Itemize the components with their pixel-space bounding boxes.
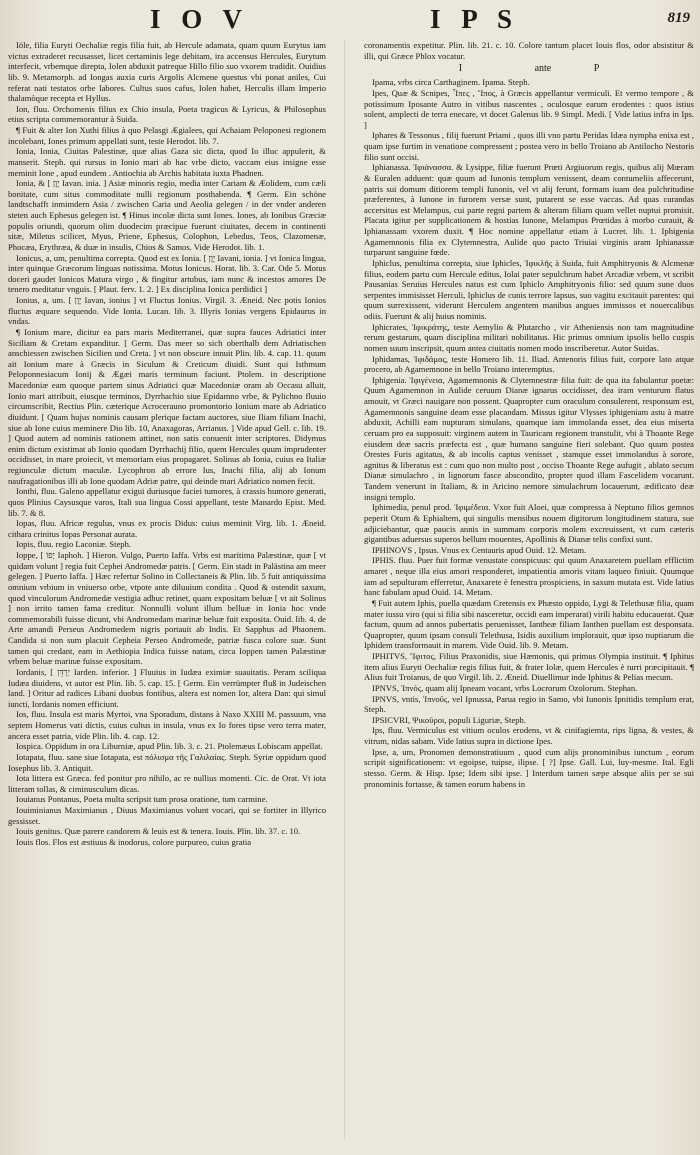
page-number: 819: [667, 10, 690, 26]
dictionary-entry: Iota littera est Græca. fed ponitur pro nihilo, ac re nullius momenti. Cic. de Orat. Vt iota litteram tollas, & ciminusculum dicas.: [8, 773, 326, 794]
dictionary-entry: ¶ Fuit & alter Ion Xuthi filius à quo Pelasgi Ægialees, qui Achaiam Peloponesi regionem incolebant, Iones primum appellati sunt, teste Herodot. lib. 7.: [8, 125, 326, 146]
dictionary-entry: Ioppe, [ יָפוֹ Iaphoh. ] Hieron. Vulgo, Puerto Iaffa. Vrbs est maritima Palæstinæ, quæ [ vt quidam volunt ] regia fuit Cephei Andromedæ patris. [ Germ. Ein stadt in Palästina am meer gelegen. ] Puerto Iaffa. ] Hæc refertur Solino in Collectaneis & Plin. lib. 5 fuit antiquissima omnium vrbium in vniuerso orbe, vtpote ante diluuium condita . Quod & ostendit saxum, quod vinculorum Andromedæ vestigia adhuc retinet, quam expositam beluæ [ vt ait Solinus ] non irrito tamen fama creditur. Nonnulli volunt illum belluæ in Ionia hoc vnde commemorabili fuisse dicunt, vbi Andromedam marinæ beluæ fuit exposita. Ouid. lib. 4. de Arte amandi Perseus Andromedem nigris portauit ab Indis. Et Sapphus ad Phaonem. Candida si non sum placuit Cepheia Perseo Andromede, patriæ fusca colore suæ. Sunt tamen qui credant, eam in Aethiopia Indica fuisse natam, circa Ioppen tamen Palæstinæ vrbem beluæ marinæ fuisse expositam.: [8, 550, 326, 667]
dictionary-entry: Iphimedia, penul prod. Ἰφιμέδεια. Vxor fuit Aloei, quæ compressa à Neptuno filios gemnos peperit Otum & Ephialtem, qui singulis mensibus nouem digitorum longitudinem statura, sue adjiciebantur, quæ paucis annis in summam corporis molem excreuissent, vt cum cæteris gigantibus aduersus superos bellum mouentes, Apollinis & Dianæ telis confixi sunt.: [364, 502, 694, 545]
dictionary-entry: Ion, fluu. Orchomenis filius ex Chio insula, Poeta tragicus & Lyricus, & Philosophus etius scripta commemorantur à Suida.: [8, 103, 326, 125]
right-entries: [364, 77, 694, 789]
dictionary-entry: Ionia, Ionia, Ciuitas Palestinæ, quæ alias Gaza sic dicta, quod Io illuc appulerit, & manserit. Steph. qui rursus in Ionio mari ab hac vrbe dicto, vaccam eius insigne esse meminit Ione , apud eundem . Antiochia ab Archis habitata iuxta Phadnen.: [8, 146, 326, 178]
dictionary-entry: Iphiclus, penultima correpta, siue Iphicles, Ἰφικλῆς à Suida, fuit Amphitryonis & Alcmenæ filius, eodem partu cum Hercule editus, Iolai pater sepulchrum habet Arcadiæ vrbem, vt scribit Pausanias Seruius Hercules natus est cum Iphiclo Amphitryonis filio: sed quum sune duos serpentes immisisset Herculi, Iphiclus de cunis terrore lapsus, suo vagitu excitauit parentes: qui quum surrexissent, viderunt Herculem angentem manibus angues immissos et nouercalibus odiis. Fuerunt & alij huius nominis.: [364, 257, 694, 321]
dictionary-entry: IPHINOVS , Ipsus. Vnus ex Centauris apud Ouid. 12. Metam.: [372, 544, 587, 555]
dictionary-entry: IPHIS. fluu. Puer fuit formæ venustate conspicuus: qui quum Anaxaretem puellam efflictim amaret , neque illa eius amori responderet, impatientia amoris vitam laqueo finiuit. Quumque iam ad sepulturam efferretur, Anaxarete è fenestra prospiciens, in saxum mutata est. Vide latius hanc fabulam apud Ouid. 14. Metam.: [364, 555, 694, 598]
dictionary-entry: Iöle, filia Euryti Oechaliæ regis filia fuit, ab Hercule adamata, quam quum Eurytus iam victus extraderet recusasset, licet certaminis lege debitam, ira accensus Hercules, Eurytum interfecit, vrbemque direpta, Iolen abduxit patreque Hillo filio suo vxorem tradidit. Ouidius lib. 9. Metamorph. ad Iongas auxia curis Argolis Alcmene questus vbi ponat aniles, Cui referat nati testatos orbe labores. Cultus suos cafus, Iolen habet, Herculis illam Imperio thalamòque recepta et Hyllus.: [8, 40, 326, 104]
left-column: [8, 40, 326, 1148]
dictionary-entry: ¶ Fuit autem Iphis, puella quædam Cretensis ex Phæsto oppido, Lygi & Telethusæ filia, quam mater iussu viro (qui si filia sibi nasceretur, occidi eam imperarat) virili habitu educauerat. Quæ factum, quum ad annos pubertatis peruenisset, Iantheæ filiam Ianthen puellam est desponsata. Quapropter, quum ipsam consuli Telethusa, Isidis auxilium implorauit, quæ ipso nuptiarum die Iphidem transformauit in marem. Vide Ouid. lib. 9. Metam.: [364, 597, 694, 651]
dictionary-entry: Iordanis, [ יַרְדֵּן Iarden. inferior. ] Fluuius in Iudæa eximiæ suauitatis. Peram sciliqua Iudæa diuidens, vt autor est Plin. lib. 5. cap. 15. [ Germ. Ein verrümpter fluß in Judeischen land. ] Oritur ad radices Libani duobus fontibus, altera est nomen Ior, altera Dan: qui simul iuncti, Iordanis nomen efficiunt.: [8, 666, 326, 709]
dictionary-entry: Ionius, a, um. [ יָוָן Iavan, ionius ] vt Fluctus Ionius. Virgil. 3. Æneid. Nec potis Ionios fluctus æquare sequendo. Vide Ionia. Lucan. lib. 3. Illyris Ionias vergens Epidaurus in vndas.: [8, 295, 326, 327]
dictionary-entry: Iopis, fluu. regio Laconiæ. Steph.: [16, 539, 132, 550]
dictionary-entry: Iphigenia. Ἰφιγένεια, Agamemnonis & Clytemnestræ filia fuit: de qua ita fabulantur poetæ: Quum Agamemnon in Aulide ceruum Dianæ ignarus occidisset, dea iram venturum flatus amouit, vt Græci nauigare non possent. Quapropter cum oraculum consulerent, responsum est, Agamemnonis sanguine deam esse placandam. Missus igitur Vlysses iphigeniam astu à matre abduxit, Achilli eam nupturam simulans, quamque iam immolanda esset, dea eius miserta ceruam pro ea supposuit: virginem autem in Tauricam regionem transtulit, vbi à Thoante Rege eiusdem deæ sacris præfecta est , quæ humano sanguine fieri solebant. Quo quum postea Orestes Furis agitatus, & ab incolis captus venisset , stamque esset immolandus à sorore, agnitus & liberatus est : cum quo non multo post , occiso Thoante Rege aufugit , ablato secum Dianæ simulachro , in lignorum fasce abscondito, propter quod illam Fascelidem vocarunt. Tandem venerunt in Italiam, & in Aricino nemore simulachrum locauerunt, ædificato deæ insigni templo.: [364, 374, 694, 502]
subheading-left: I: [458, 63, 463, 75]
dictionary-entry: Ionthi, fluu. Galeno appellatur exigui duriusque faciei tumores, à crassis humore generati, quos Plinius Caysusque varos, Itali sua lingua Cossi appellant, teste Manardo Epist. Med. lib. 7. & 8.: [8, 486, 326, 518]
subheading-middle: ante: [534, 63, 552, 75]
dictionary-entry: IPHITVS, Ἴφιτος, Filius Praxonidis, siue Hæmonis, qui primus Olympia instituit. ¶ Iphitus item alius Euryti Oechaliæ regis filius fuit, & frater Iolæ, quem Hercules è turri præcipitauit. ¶ Alius fuit Troianus, de quo Virgil. lib. 2. Æneid. Diuellimur inde Iphitus & Pelias mecum.: [364, 651, 694, 683]
dictionary-entry: IPNVS, Ἰπνός, quam alij Ipneam vocant, vrbs Locrorum Ozolorum. Stephan.: [372, 682, 638, 693]
dictionary-entry: Iotapata, fluu. sane siue Iotapata, est πόλισμα τῆς Γαλιλαίας. Steph. Syriæ oppidum quod Iosephus lib. 3. Antiquit.: [8, 751, 326, 773]
dictionary-entry: Iphares & Tessonus , filij fuerunt Priami , quos illi vno partu Peridas Idæa nympha enixa est , quam ipse furtim in venatione compressent ; postea vero in bello Troiano ab Antilocho Nestoris filio sunt occisi.: [364, 130, 694, 162]
dictionary-entry: Ios, fluu. Insula est maris Myrtoi, vna Sporadum, distans à Naxo XXIII M. passuum, vna septem Homerus vati dictis, cuius cultus in insula, vnus ex Io fores tipse vero terra mater, ancera esset patria, vide Plin. lib. 4. cap. 12.: [8, 709, 326, 741]
section-subheading: [364, 62, 694, 75]
dictionary-entry: Iouiminianus Maximianus , Diuus Maximianus volunt vocari, qui se fortiter in Illyrico gessisset.: [8, 805, 326, 826]
dictionary-entry: Ipes, Quæ & Scnipes, Ἶπες , Ἴπος, à Græcis appellantur vermiculi. Et vermo tempore , & potissimum Iposante Autro in vitibus nascentes , oculosque earum erodentes : quos istius solent, amplecti de terra enecare, vt docet Galenus lib. 9 Simpl. Medi. [ Vide latius infra in Ips. ]: [364, 87, 694, 130]
dictionary-entry: Ionicus, a, um, penultima correpta. Quod est ex Ionia. [ יָוָן Iavani, ionia. ] vt Ionica lingua, inter quinque Græcorum linguas notissima. Motus Ionicus. Horat. lib. 3. Car. Ode 5. Motus doceri gaudet Ionicos Matura virgo , & fingitur artubus, iam nunc & incestos amores De tenero meditatur vnguis. [ Plaut. ferv. 1. 2. ] Ex disciplina Ionica perdidici ]: [8, 252, 326, 295]
dictionary-entry: IPNVS, vntis, Ἰπνοῦς, vel Ipnussa, Parua regio in Samo, vbi Iunonis Ipnitidis templum erat, Steph.: [364, 693, 694, 715]
dictionary-entry: Ionia, & [ יָוָן Iavan. inia. ] Asiæ minoris regio, media inter Cariam & Æolidem, cum cæli bonitate, cum situs commoditate nulli regionum posthabenda. ¶ Germ. Ein schöne landtschafft inmimdern Asia / zwischen Caria und Aeolia gelegen / in der vnder anderen steten auch Ephesus gelegen ist. ¶ Hinus incolæ dicta sunt Iones. Iones, ab Ionibus Græciæ populis oriundi, quorum olim duodecim præcipue fuerunt ciuitates, decem in continenti sitæ, Miletus scilicet, Myus, Priene, Ephesus, Colophon, Lebedus, Teos, Clazomenæ, Phocæa, Erythræa, & duæ in insulis, Chios & Samos. Vide Herodot. lib. 1.: [8, 178, 326, 252]
column-gutter: [344, 40, 345, 1140]
right-running-head: I P S: [430, 4, 520, 34]
dictionary-entry: Iospica. Oppidum in ora Liburniæ, apud Plin. lib. 3. c. 21. Ptolemæus Lobiscam appellat.: [16, 741, 323, 752]
dictionary-entry: Iphidamas, Ἰφιδάμας, teste Homero lib. 11. Iliad. Antenoris filius fuit, corpore lato atque procero, ab Agamemnone in bello Troiano interemptus.: [364, 353, 694, 375]
dictionary-entry: Iouis flos. Flos est æstiuus & inodorus, colore purpureo, cuius gratia: [16, 836, 252, 847]
dictionary-entry: IPSICVRI, Ψικοῦροι, populi Liguriæ, Steph.: [372, 714, 526, 725]
dictionary-entry: Iouis genitus. Quæ parere candorem & leuis est & tenera. Iouis. Plin. lib. 37. c. 10.: [16, 826, 301, 837]
dictionary-entry: Iopas, fluu. Africæ regulus, vnus ex procis Didus: cuius meminit Virg. lib. 1. Æneid. cithara crinitus Iopas Personat aurata.: [8, 518, 326, 539]
dictionary-entry: Ipama, vrbs circa Carthaginem. Ipama. Steph.: [372, 77, 530, 88]
dictionary-entry: Ipse, a, um, Pronomen demonstratiuum , quod cum alijs pronominibus iunctum , eorum scripit significationem: vt egoipse, tuipse, ilipse. [ ?] Ipse. Gall. Lui, luy-mesme. Ital. Egli stesso. Germ. & Hisp. Ipse; Idem sibi ipse. ] Interdum tamen sæpe absque aliis per se sui pronominis fortasse, & tamen eorum habens in: [364, 746, 694, 789]
subheading-right: P: [593, 63, 600, 75]
dictionary-entry: Iphianassa. Ἰφιάνασσα. & Lysippe, filiæ fuerunt Prœti Argiuorum regis, quibus alij Mœram & Euralen adduent: quæ quum ad Iunonis templum venissent, deam contumeliis affecerunt, patris sui domum ditiorem templi Iunonis, vel vt alij ferunt, formam iuam dea pulchritudine præferentes, à Iunone in furorem versæ sunt, putarent se esse vaccas. Ad quas curandas accersitus est Melampus, cui parte regni partem & alteram filiam quam vellet nuptui promisit. Placata igitur per supplicationem & hostias Iunone, Melampus Prœtidas à morbo curauit, & Iphianassam vxorem duxit. ¶ Hoc nomine appellatur etiam à Lucret. lib. 1. Iphigenia Agamemnonis filia ex Clytemnestra, Aulide quo pacto Triuiai virginis aram Iphianassæ turparunt sanguine fœde.: [364, 162, 694, 258]
dictionary-entry: Iphicrates, Ἰφικράτης, teste Aemylio & Plutarcho , vir Atheniensis non tam magnitudine rerum gestarum, quam disciplina militari nobilitatus. Hic primus omnium ipsolis bello cuspis nomen suum inscripsit, quum antea ciuitatis nomen modo inscriberetur. Autor Suidas.: [364, 321, 694, 353]
dictionary-entry: Iouianus Pontanus, Poeta multa scripsit tum prosa oratione, tum carmine.: [16, 794, 268, 805]
dictionary-entry: Ips, fluu. Vermiculus est vitium oculos erodens, vt & cinifagiemta, rips ligna, & vestes, & vitrum, nidas sabam. Vide latius supra in dictione Ipes.: [364, 725, 694, 746]
left-running-head: I O V: [150, 4, 250, 34]
right-column: [364, 40, 694, 1148]
page-header: [0, 4, 700, 38]
continued-entry: coronamentis expetitur. Plin. lib. 21. c. 10. Colore tantum placet Iouis flos, odor absistitur & illi, qui Græce Phlox vocatur.: [364, 40, 694, 61]
dictionary-entry: ¶ Ionium mare, dicitur ea pars maris Mediterranei, quæ supra fauces Adriatici inter Siciliam & Cretam expanditur. [ Germ. Das meer so sich oberthalb dem Adriatischen anschiessen zwischen Sicilien und Creta. ] vt non obscure innuit Plin. lib. 4. cap. 11. quum ait Ionium mare à Græcis in Siculum & Creticum diuidi. Sunt qui Isthmum Peloponnesiacum Ionij & Ægæi maris terminum faciunt. Ptolem. in descriptione Macedoniæ eam quoque partem sinus Adriatici quæ Macedoniæ oram ab Occasu alluit, Ionio mari attribuit, eiusque terminos, Dyrrhachio siue Epidamno vrbe, & Pylichno fluuio circumscribit, Rectius Plin. cæterique Acrocerauno promontorio Ionium mare ab Adriatico diuidunt. [ Quam hujus nominis causam plerique factam auctores, siue Iliam filiam Inachi, siue ab Ione cuius meminere Dio lib. 10, Anaxagoras, Arrianus. ] Vide apud Gell. c. lib. 19. ] Quod autem ad nominis rationem attinet, non satis conuenit inter scriptores. Didymus enim dictum existimat ab Ionio quodam Dyrrhachij filio, quem Hercules quum imprudenter occidisset, in mare proiecit, vt memoriam eius propagaret. Solinus ab Ionia, cuius ea Italiæ regiunculæ dictum maculæ. Lycophron ab errore Ius, Inachi filia, alij ab Ionum naufragationibus illi ab Ione quodam Adriæ patre, qui deinde mari Adriatico nomen fecit.: [8, 326, 326, 486]
